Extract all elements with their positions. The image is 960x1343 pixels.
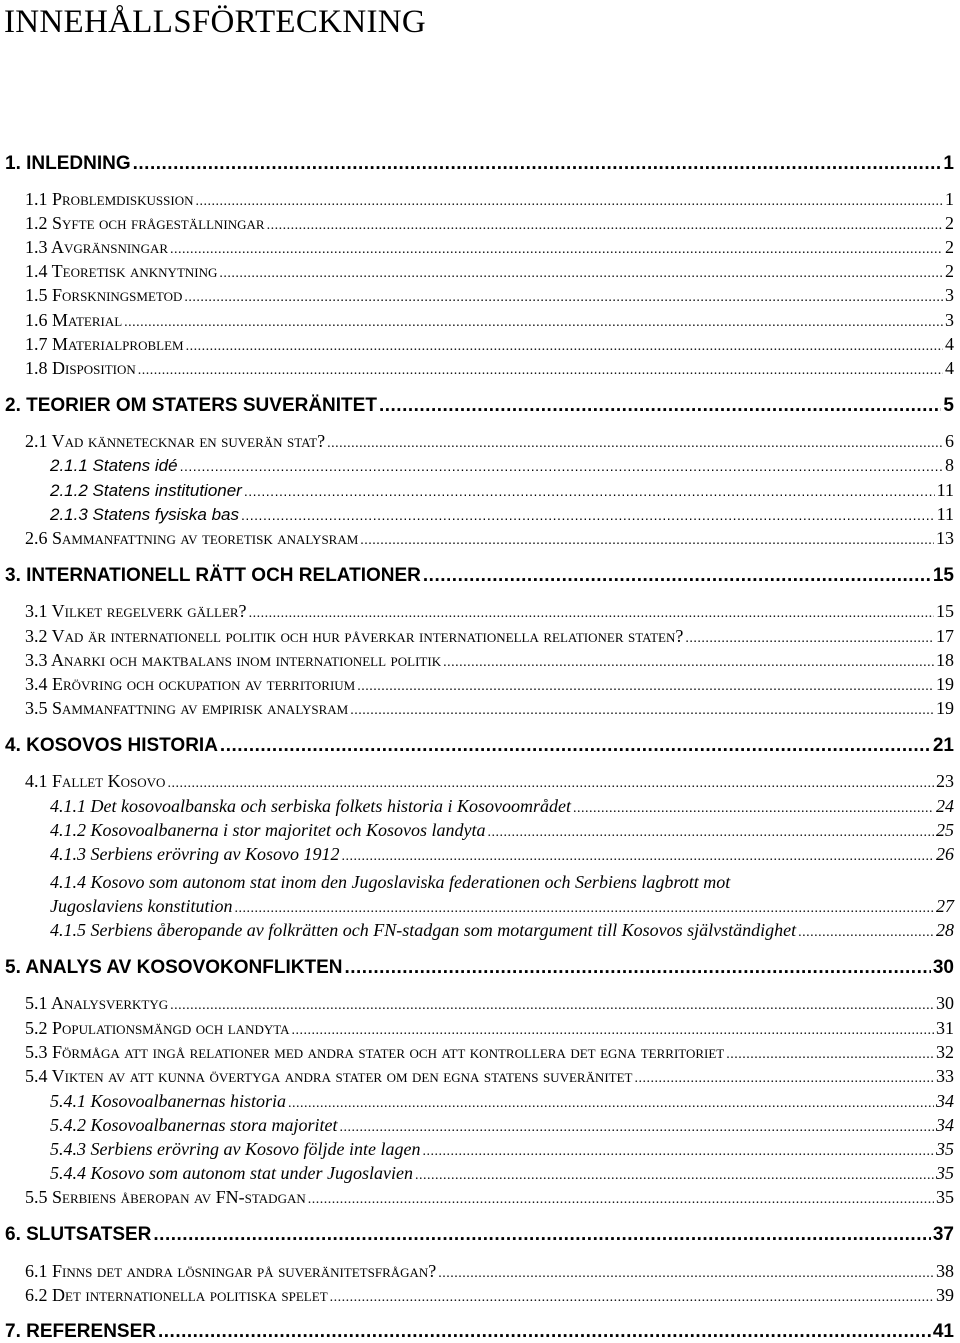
leader-dots	[244, 483, 935, 499]
toc-entry-page: 31	[936, 1018, 954, 1038]
toc-entry-text: 4. KOSOVOS HISTORIA	[5, 735, 218, 756]
leader-dots	[341, 849, 934, 865]
toc-entry[interactable]	[0, 261, 960, 282]
toc-entry-page: 17	[936, 626, 954, 646]
leader-dots	[379, 395, 941, 417]
leader-dots	[330, 1290, 934, 1306]
toc-entry-page: 1	[945, 189, 954, 209]
toc-entry[interactable]	[0, 153, 960, 175]
toc-entry-page: 27	[936, 896, 954, 916]
toc-entry[interactable]	[0, 844, 960, 865]
toc-entry-page: 35	[936, 1187, 954, 1207]
leader-dots	[340, 1120, 934, 1136]
leader-dots	[220, 735, 931, 757]
leader-dots	[234, 901, 934, 917]
toc-entry[interactable]	[0, 698, 960, 719]
toc-entry-text: 3.3 Anarki och maktbalans inom internationell politik	[25, 650, 442, 670]
leader-dots	[153, 1224, 930, 1246]
toc-entry[interactable]	[0, 1018, 960, 1039]
toc-entry-page: 41	[932, 1321, 954, 1342]
toc-entry[interactable]	[0, 1139, 960, 1160]
toc-entry-text: 2.6 Sammanfattning av teoretisk analysram	[25, 528, 359, 548]
toc-entry[interactable]	[0, 480, 960, 501]
toc-entry-text: 2.1.1 Statens idé	[50, 456, 178, 475]
toc-entry-page: 30	[936, 993, 954, 1013]
toc-entry-page: 33	[936, 1066, 954, 1086]
toc-entry-page: 2	[945, 237, 954, 257]
toc-entry-page: 2	[945, 261, 954, 281]
toc-entry[interactable]	[0, 1091, 960, 1112]
leader-dots	[798, 925, 934, 941]
toc-entry-text: 6. SLUTSATSER	[5, 1224, 152, 1245]
leader-dots	[158, 1321, 931, 1343]
page-title: INNEHÅLLSFÖRTECKNING	[4, 4, 426, 40]
toc-entry[interactable]	[0, 601, 960, 622]
leader-dots	[423, 565, 931, 587]
leader-dots	[184, 290, 943, 306]
leader-dots	[170, 242, 943, 258]
toc-entry-page: 30	[932, 957, 954, 978]
toc-entry-text: 3.2 Vad är internationell politik och hur påverkar internationella relationer staten?	[25, 626, 684, 646]
toc-entry-page: 37	[932, 1224, 954, 1245]
toc-entry-text: 5.2 Populationsmängd och landyta	[25, 1018, 290, 1038]
leader-dots	[249, 606, 934, 622]
toc-entry[interactable]	[0, 285, 960, 306]
toc-entry-text: 1.3 Avgränsningar	[25, 237, 169, 257]
toc-entry-page: 13	[936, 528, 954, 548]
toc-entry-text: 2.1.2 Statens institutioner	[50, 481, 242, 500]
toc-entry[interactable]	[0, 310, 960, 331]
toc-entry[interactable]	[0, 528, 960, 549]
toc-entry[interactable]	[0, 993, 960, 1014]
toc-entry-page: 4	[945, 334, 954, 354]
toc-entry[interactable]	[0, 1285, 960, 1306]
leader-dots	[219, 266, 943, 282]
leader-dots	[186, 339, 943, 355]
toc-entry[interactable]	[0, 504, 960, 525]
leader-dots	[167, 776, 934, 792]
toc-entry-page: 26	[936, 844, 954, 864]
toc-entry-page: 3	[945, 285, 954, 305]
toc-entry-text: 2.1 Vad kännetecknar en suverän stat?	[25, 431, 326, 451]
leader-dots	[124, 315, 943, 331]
toc-entry-text: 3.1 Vilket regelverk gäller?	[25, 601, 247, 621]
toc-entry[interactable]	[0, 213, 960, 234]
leader-dots	[308, 1192, 934, 1208]
leader-dots	[288, 1096, 934, 1112]
leader-dots	[357, 679, 934, 695]
toc-entry[interactable]	[0, 626, 960, 647]
toc-entry-page: 8	[945, 455, 954, 475]
toc-entry-text: 3.4 Erövring och ockupation av territorium	[25, 674, 356, 694]
toc-entry-page: 25	[936, 820, 954, 840]
toc-entry-page: 34	[936, 1091, 954, 1111]
toc-entry[interactable]	[0, 957, 960, 979]
toc-entry-text: 1.4 Teoretisk anknytning	[25, 261, 218, 281]
toc-entry-text: 1.7 Materialproblem	[25, 334, 184, 354]
leader-dots	[344, 957, 930, 979]
leader-dots	[267, 218, 943, 234]
toc-entry-text: 7. REFERENSER	[5, 1321, 156, 1342]
toc-entry-text: 1. INLEDNING	[5, 153, 131, 174]
leader-dots	[133, 153, 942, 175]
toc-entry-page: 19	[936, 674, 954, 694]
toc-entry[interactable]	[0, 1042, 960, 1063]
leader-dots	[327, 436, 943, 452]
toc-entry[interactable]	[0, 650, 960, 671]
toc-entry-text: 1.1 Problemdiskussion	[25, 189, 194, 209]
toc-entry[interactable]	[0, 395, 960, 417]
leader-dots	[422, 1144, 934, 1160]
toc-entry[interactable]	[0, 431, 960, 452]
toc-entry-page: 6	[945, 431, 954, 451]
toc-entry-text: 5.3 Förmåga att ingå relationer med andra stater och att kontrollera det egna territoriet	[25, 1042, 725, 1062]
toc-entry-page: 15	[936, 601, 954, 621]
toc-entry[interactable]	[0, 1115, 960, 1136]
toc-entry[interactable]	[0, 820, 960, 841]
leader-dots	[443, 655, 934, 671]
toc-entry-text: 5.4.3 Serbiens erövring av Kosovo följde inte lagen	[50, 1139, 421, 1159]
toc-entry-page: 18	[936, 650, 954, 670]
toc-entry-text: Jugoslaviens konstitution	[50, 896, 233, 916]
toc-entry[interactable]	[0, 358, 960, 379]
leader-dots	[292, 1023, 934, 1039]
toc-entry-page: 15	[932, 565, 954, 586]
toc-entry-text: 1.2 Syfte och frågeställningar	[25, 213, 265, 233]
toc-entry[interactable]	[0, 1163, 960, 1184]
toc-entry-page: 23	[936, 771, 954, 791]
toc-entry-text: 4.1 Fallet Kosovo	[25, 771, 166, 791]
toc-entry-page: 35	[936, 1163, 954, 1183]
toc-entry[interactable]	[0, 771, 960, 792]
toc-entry[interactable]	[0, 735, 960, 757]
toc-entry-page: 2	[945, 213, 954, 233]
toc-entry-text-line1[interactable]: 4.1.4 Kosovo som autonom stat inom den Jugoslaviska federationen och Serbiens lagbrott mot	[50, 872, 731, 892]
toc-entry-page: 24	[936, 796, 954, 816]
toc-entry-page: 39	[936, 1285, 954, 1305]
toc-entry-text: 6.1 Finns det andra lösningar på suveränitetsfrågan?	[25, 1261, 437, 1281]
toc-entry-text: 1.5 Forskningsmetod	[25, 285, 183, 305]
toc-entry[interactable]	[0, 1066, 960, 1087]
leader-dots	[170, 998, 934, 1014]
leader-dots	[726, 1047, 934, 1063]
toc-entry-text: 2. TEORIER OM STATERS SUVERÄNITET	[5, 395, 377, 416]
toc-entry[interactable]	[0, 334, 960, 355]
toc-entry-text: 5. ANALYS AV KOSOVOKONFLIKTEN	[5, 957, 343, 978]
toc-entry-page: 38	[936, 1261, 954, 1281]
toc-entry[interactable]	[0, 1261, 960, 1282]
leader-dots	[138, 363, 943, 379]
leader-dots	[360, 533, 934, 549]
leader-dots	[488, 825, 935, 841]
toc-entry[interactable]	[0, 189, 960, 210]
toc-entry-text: 2.1.3 Statens fysiska bas	[50, 505, 239, 524]
toc-entry[interactable]	[0, 1187, 960, 1208]
toc-entry[interactable]	[0, 237, 960, 258]
toc-entry-page: 28	[936, 920, 954, 940]
toc-entry-page: 1	[943, 153, 954, 174]
toc-entry-page: 21	[932, 735, 954, 756]
leader-dots	[415, 1168, 934, 1184]
toc-entry[interactable]	[0, 674, 960, 695]
toc-entry-page: 35	[936, 1139, 954, 1159]
toc-entry-text: 4.1.5 Serbiens åberopande av folkrätten och FN-stadgan som motargument till Kosovos självständighet	[50, 920, 797, 940]
toc-entry-page: 5	[943, 395, 954, 416]
leader-dots	[241, 507, 935, 523]
toc-entry-text: 5.5 Serbiens åberopan av FN-stadgan	[25, 1187, 306, 1207]
toc-entry[interactable]	[0, 896, 960, 917]
toc-entry[interactable]	[0, 565, 960, 587]
toc-entry-page: 34	[936, 1115, 954, 1135]
leader-dots	[573, 801, 934, 817]
toc-entry-text: 5.4.2 Kosovoalbanernas stora majoritet	[50, 1115, 338, 1135]
toc-entry-text: 6.2 Det internationella politiska spelet	[25, 1285, 328, 1305]
toc-entry-text: 4.1.2 Kosovoalbanerna i stor majoritet och Kosovos landyta	[50, 820, 486, 840]
toc-entry-text: 5.4.1 Kosovoalbanernas historia	[50, 1091, 287, 1111]
toc-entry-page: 4	[945, 358, 954, 378]
toc-entry-text: 5.1 Analysverktyg	[25, 993, 169, 1013]
toc-entry-page: 11	[936, 480, 954, 500]
toc-entry-page: 19	[936, 698, 954, 718]
leader-dots	[195, 194, 943, 210]
toc-entry[interactable]	[0, 1224, 960, 1246]
toc-entry-text: 5.4.4 Kosovo som autonom stat under Jugoslavien	[50, 1163, 413, 1183]
leader-dots	[350, 703, 934, 719]
toc-entry[interactable]	[0, 920, 960, 941]
toc-entry-page: 32	[936, 1042, 954, 1062]
toc-entry-text: 4.1.1 Det kosovoalbanska och serbiska folkets historia i Kosovoområdet	[50, 796, 571, 816]
toc-entry[interactable]	[0, 796, 960, 817]
toc-entry-page: 11	[936, 504, 954, 524]
toc-entry-page: 3	[945, 310, 954, 330]
toc-entry[interactable]	[0, 1321, 960, 1343]
toc-entry[interactable]	[0, 455, 960, 476]
toc-entry-text: 3. INTERNATIONELL RÄTT OCH RELATIONER	[5, 565, 421, 586]
toc-entry-text: 1.8 Disposition	[25, 358, 136, 378]
toc-entry-text: 4.1.3 Serbiens erövring av Kosovo 1912	[50, 844, 340, 864]
toc-entry-text: 5.4 Vikten av att kunna övertyga andra stater om den egna statens suveränitet	[25, 1066, 633, 1086]
leader-dots	[635, 1071, 935, 1087]
toc-entry-text: 3.5 Sammanfattning av empirisk analysram	[25, 698, 349, 718]
toc-entry-text: 1.6 Material	[25, 310, 123, 330]
leader-dots	[180, 458, 943, 474]
leader-dots	[685, 631, 934, 647]
leader-dots	[438, 1266, 934, 1282]
